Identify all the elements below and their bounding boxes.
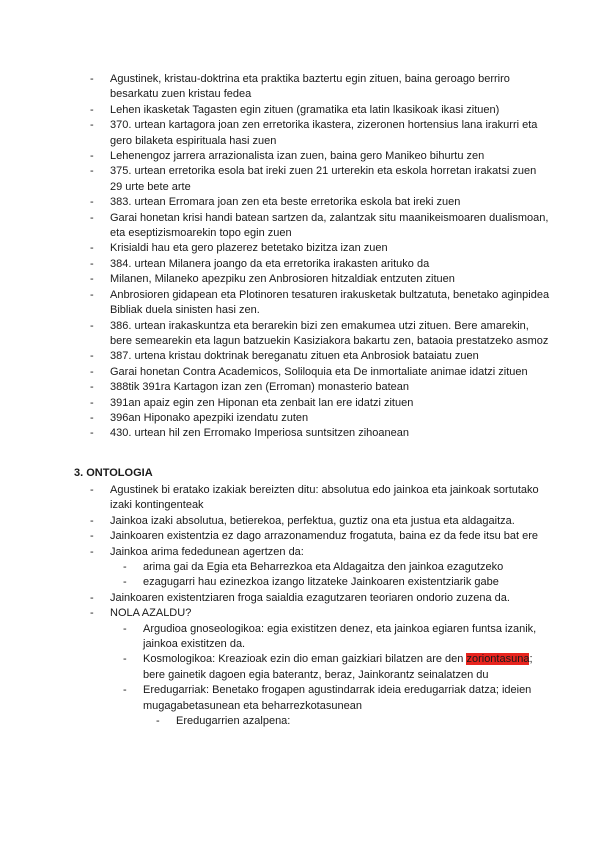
list-item	[90, 426, 550, 441]
section-heading: 3. ONTOLOGIA	[74, 467, 153, 479]
list-item-text: Krisialdi hau eta gero plazerez betetako bizitza izan zuen	[110, 242, 388, 255]
list-item	[90, 319, 550, 350]
bullet-dash: -	[123, 576, 127, 589]
bullet-dash: -	[90, 514, 94, 527]
list-item-text: 391an apaiz egin zen Hiponan eta zenbait lan ere idatzi zituen	[110, 396, 414, 409]
list-item-text: NOLA AZALDU?	[110, 607, 192, 620]
list-item-text: Lehen ikasketak Tagasten egin zituen (gramatika eta latin lkasikoak ikasi zituen)	[110, 103, 500, 116]
bullet-dash: -	[123, 684, 127, 697]
list-item-text: Eredugarriak: Benetako frogapen agustindarrak ideia eredugarriak datza; ideien mugagabetasunean eta beharrezkotasunean	[143, 684, 532, 712]
list-item-text: 370. urtean kartagora joan zen erretorika ikastera, zizeronen hortensius lana irakurri eta gero bilaketa espirituala hasi zuen	[110, 119, 538, 147]
bullet-dash: -	[123, 622, 127, 635]
list-item-text: Jainkoaren existentzia ez dago arrazonamenduz frogatuta, baina ez da fede itsu bat ere	[110, 530, 539, 543]
list-item	[90, 241, 550, 256]
sub-list-item	[123, 575, 550, 590]
list-item-text: ezagugarri hau ezinezkoa izango litzateke Jainkoaren existentziarik gabe	[143, 576, 499, 589]
list-item-text: 430. urtean hil zen Erromako Imperiosa suntsitzen zihoanean	[110, 427, 410, 440]
list-item	[90, 380, 550, 395]
bullet-dash: -	[90, 319, 94, 332]
list-item-text: Agustinek bi eratako izakiak bereizten ditu: absolutua edo jainkoa eta jainkoak sortutako izaki kontingenteak	[110, 484, 539, 512]
bullet-dash: -	[123, 653, 127, 666]
bullet-dash: -	[90, 242, 94, 255]
list-item	[90, 396, 550, 411]
list-item	[90, 349, 550, 364]
list-item-text: 375. urtean erretorika esola bat ireki zuen 21 urterekin eta eskola horretan irakatsi zuen 29 urte bete arte	[110, 165, 537, 193]
bullet-dash: -	[90, 411, 94, 424]
list-item	[90, 514, 550, 529]
sub-sub-list	[156, 714, 550, 729]
bullet-dash: -	[90, 427, 94, 440]
list-item-text: 388tik 391ra Kartagon izan zen (Erroman) monasterio batean	[110, 381, 410, 394]
list-item	[90, 257, 550, 272]
sub-list	[123, 622, 550, 730]
bullet-dash: -	[90, 103, 94, 116]
list-item-text: Agustinek, kristau-doktrina eta praktika baztertu egin zituen, baina geroago berriro besarkatu zuen kristau fedea	[110, 73, 510, 101]
list-item	[90, 195, 550, 210]
list-item-text: arima gai da Egia eta Beharrezkoa eta Aldagaitza den jainkoa ezagutzeko	[143, 561, 504, 574]
bullet-dash: -	[90, 365, 94, 378]
list-item-text: Kosmologikoa: Kreazioak ezin dio eman gaizkiari bilatzen are den	[143, 653, 467, 666]
bullet-dash: -	[90, 150, 94, 163]
list-item-text: Argudioa gnoseologikoa: egia existitzen denez, eta jainkoa egiaren funtsa izanik, jainkoa existitzen da.	[143, 622, 537, 651]
bullet-dash: -	[90, 607, 94, 620]
ontology-list	[90, 483, 550, 730]
list-item	[90, 272, 550, 287]
list-item	[90, 483, 550, 514]
bullet-dash: -	[90, 211, 94, 224]
bullet-dash: -	[90, 350, 94, 363]
bullet-dash: -	[90, 273, 94, 286]
bullet-dash: -	[90, 196, 94, 209]
sub-list-item	[123, 622, 550, 653]
list-item-text: Garai honetan krisi handi batean sartzen da, zalantzak situ maanikeismoaren dualismoan, eta eseptizismoarekin topo egin zuen	[110, 211, 549, 240]
list-item	[90, 211, 550, 242]
list-item	[90, 365, 550, 380]
list-item-text: Anbrosioren gidapean eta Plotinoren tesaturen irakusketak bultzatuta, benetako aginpidea Bibliak duela sinisten hasi zen.	[110, 288, 550, 317]
bullet-dash: -	[90, 119, 94, 132]
list-item	[90, 103, 550, 118]
list-item	[90, 72, 550, 103]
list-item-text: ; bere gainetik dagoen egia baterantz, beraz, Jainkorantz seinalatzen du	[143, 653, 533, 681]
list-item-text: Jainkoaren existentziaren froga saialdia ezagutzaren teoriaren ondorio zuzena da.	[110, 591, 510, 604]
list-item-text: Jainkoa arima fededunean agertzen da:	[110, 545, 304, 558]
list-item-text: Jainkoa izaki absolutua, betierekoa, perfektua, guztiz ona eta justua eta aldagaitza.	[110, 514, 515, 527]
list-item-text: Lehenengoz jarrera arrazionalista izan zuen, baina gero Manikeo bihurtu zen	[110, 150, 485, 163]
bullet-dash: -	[90, 288, 94, 301]
sub-list-item	[156, 714, 550, 729]
bullet-dash: -	[90, 591, 94, 604]
bullet-dash: -	[90, 257, 94, 270]
list-item-text: 396an Hiponako apezpiki izendatu zuten	[110, 411, 309, 424]
list-item	[90, 118, 550, 149]
bullet-dash: -	[90, 396, 94, 409]
list-item-text: 383. urtean Erromara joan zen eta beste erretorika eskola bat ireki zuen	[110, 196, 461, 209]
list-item	[90, 606, 550, 729]
sub-list-item	[123, 652, 550, 683]
list-item	[90, 164, 550, 195]
list-item-text: 387. urtena kristau doktrinak bereganatu zituen eta Anbrosiok bataiatu zuen	[110, 350, 479, 363]
bullet-dash: -	[123, 561, 127, 574]
list-item	[90, 545, 550, 591]
sub-list	[123, 560, 550, 591]
bullet-dash: -	[90, 165, 94, 178]
sub-list-item	[123, 560, 550, 575]
list-item	[90, 591, 550, 606]
bullet-dash: -	[90, 530, 94, 543]
list-item-text: Milanen, Milaneko apezpiku zen Anbrosioren hitzaldiak entzuten zituen	[110, 273, 455, 286]
list-item	[90, 288, 550, 319]
list-item	[90, 411, 550, 426]
list-item	[90, 529, 550, 544]
sub-list-item	[123, 683, 550, 729]
list-item-text: 384. urtean Milanera joango da eta erretorika irakasten arituko da	[110, 257, 430, 270]
list-item-text: Garai honetan Contra Academicos, Soliloquia eta De inmortaliate animae idatzi zituen	[110, 365, 528, 378]
list-item	[90, 149, 550, 164]
bullet-dash: -	[90, 545, 94, 558]
bullet-dash: -	[156, 715, 160, 728]
bullet-dash: -	[90, 381, 94, 394]
list-item-text: Eredugarrien azalpena:	[176, 715, 291, 728]
bullet-dash: -	[90, 484, 94, 496]
history-list	[90, 72, 550, 442]
bullet-dash: -	[90, 73, 94, 85]
highlighted-word: zoriontasuna	[466, 653, 530, 666]
list-item-text: 386. urtean irakaskuntza eta berarekin bizi zen emakumea utzi zituen. Bere amarekin, bere semearekin eta lagun batzuekin Kasiziakora bakartu zen, bataoia prestatzeko asmoz	[110, 319, 549, 347]
